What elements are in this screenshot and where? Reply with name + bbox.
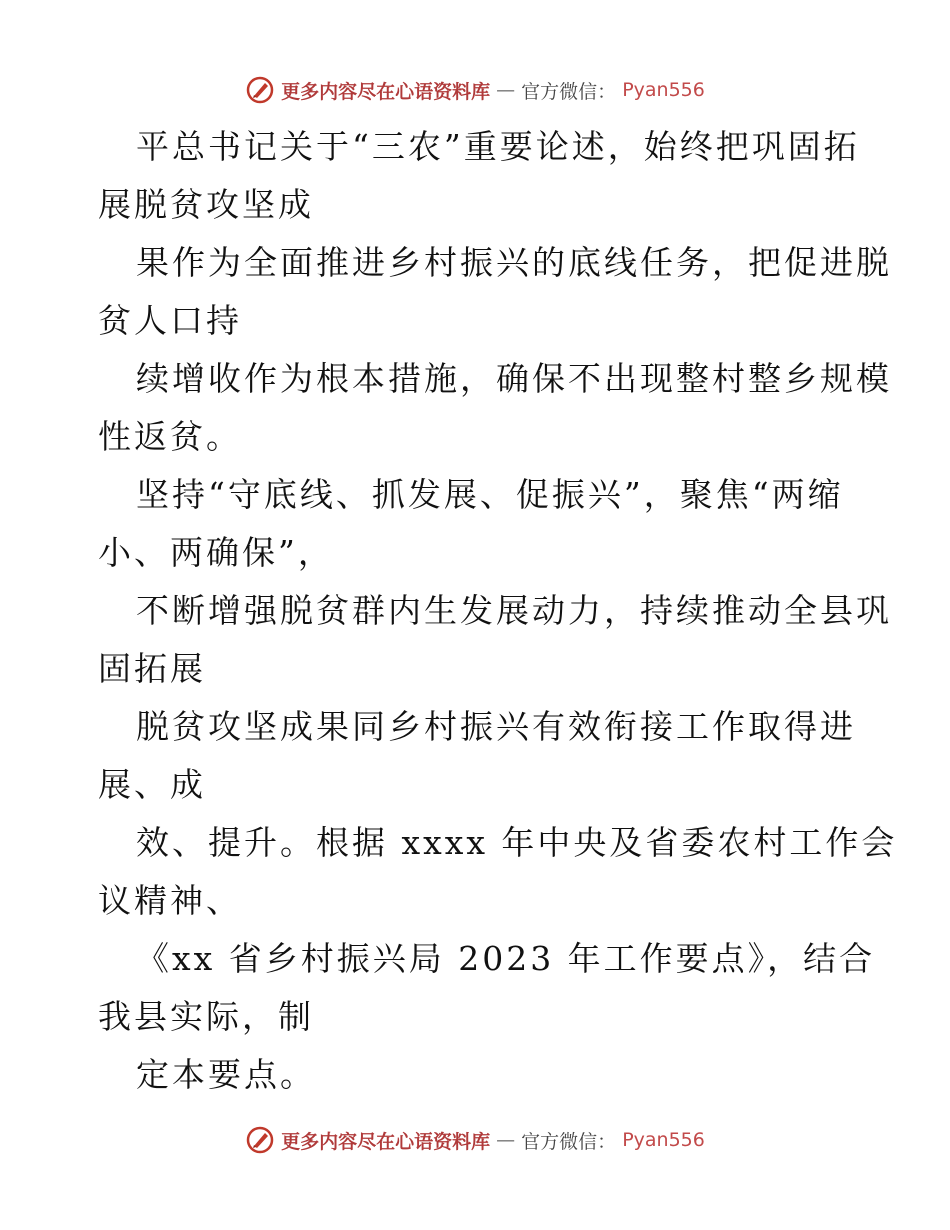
banner-brand: 更多内容尽在心语资料库 bbox=[281, 1130, 491, 1153]
text-line: 不断增强脱贫群内生发展动力，持续推动全县巩 bbox=[136, 591, 892, 630]
text-line: 《xx 省乡村振兴局 2023 年工作要点》，结合 bbox=[136, 939, 876, 978]
page-header bbox=[0, 70, 950, 110]
banner-wechat-id: Pyan556 bbox=[622, 1129, 705, 1151]
text-line: 续增收作为根本措施，确保不出现整村整乡规模 bbox=[136, 359, 892, 398]
pen-logo-icon bbox=[245, 75, 275, 105]
banner-dash: — bbox=[496, 1129, 516, 1151]
text-line: 展脱贫攻坚成 bbox=[98, 185, 314, 224]
text-line: 效、提升。根据 xxxx 年中央及省委农村工作会 bbox=[136, 823, 898, 862]
text-line: 我县实际，制 bbox=[98, 997, 314, 1036]
watermark-banner-footer bbox=[245, 1125, 705, 1155]
page-footer bbox=[0, 1120, 950, 1160]
text-line: 果作为全面推进乡村振兴的底线任务，把促进脱 bbox=[136, 243, 892, 282]
text-line: 展、成 bbox=[98, 765, 206, 804]
text-line: 脱贫攻坚成果同乡村振兴有效衔接工作取得进 bbox=[136, 707, 856, 746]
banner-brand: 更多内容尽在心语资料库 bbox=[281, 80, 491, 103]
text-line: 固拓展 bbox=[98, 649, 206, 688]
text-line: 贫人口持 bbox=[98, 301, 242, 340]
document-body bbox=[98, 118, 898, 1104]
watermark-banner bbox=[245, 75, 705, 105]
text-line: 坚持“守底线、抓发展、促振兴”，聚焦“两缩 bbox=[136, 475, 844, 514]
text-line: 定本要点。 bbox=[136, 1055, 316, 1094]
banner-wechat-label: 官方微信： bbox=[521, 1130, 617, 1153]
banner-wechat-id: Pyan556 bbox=[622, 79, 705, 101]
banner-wechat-label: 官方微信： bbox=[521, 80, 617, 103]
text-line: 平总书记关于“三农”重要论述，始终把巩固拓 bbox=[136, 127, 860, 166]
text-line: 议精神、 bbox=[98, 881, 242, 920]
text-line: 性返贫。 bbox=[98, 417, 242, 456]
pen-logo-icon bbox=[245, 1125, 275, 1155]
banner-dash: — bbox=[496, 79, 516, 101]
text-line: 小、两确保”， bbox=[98, 533, 334, 572]
